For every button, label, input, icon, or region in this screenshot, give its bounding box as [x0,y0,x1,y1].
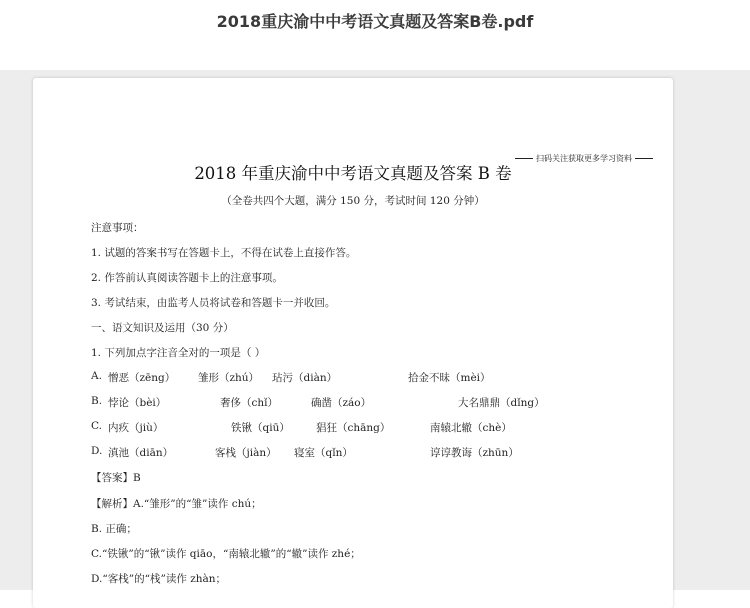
option-item: 滇池（diān） [108,447,174,459]
option-item: 南辕北辙（chè） [430,422,512,434]
notice-heading: 注意事项： [91,222,144,234]
option-label: B. [91,395,103,407]
analysis-line: 【解析】A.“雏形”的“雏”读作 chú； [91,498,262,510]
option-label: A. [91,370,102,382]
option-label: C. [91,420,102,432]
option-item: 玷污（diàn） [272,372,338,384]
answer-text: 【答案】B [91,472,141,484]
document-title: 2018 年重庆渝中中考语文真题及答案 B 卷 [194,164,512,183]
option-item: 铁锹（qiū） [231,422,290,434]
option-item: 拾金不昧（mèi） [408,372,491,384]
option-item: 谆谆教诲（zhūn） [430,447,519,459]
pdf-page [33,78,673,608]
option-label: D. [91,445,103,457]
option-item: 大名鼎鼎（dǐng） [458,397,545,409]
analysis-line: B. 正确； [91,523,137,535]
option-row-d [91,445,102,457]
option-item: 猖狂（chāng） [316,422,391,434]
analysis-line: D.“客栈”的“栈”读作 zhàn； [91,573,227,585]
option-row-a [91,370,102,382]
page-note-text: 扫码关注获取更多学习资料 [536,154,632,163]
option-item: 奢侈（chǐ） [220,397,279,409]
notice-item: 2. 作答前认真阅读答题卡上的注意事项。 [91,272,283,284]
question-text: 1. 下列加点字注音全对的一项是（ ） [91,347,266,359]
file-title: 2018重庆渝中中考语文真题及答案B卷.pdf [216,12,534,31]
option-item: 憎恶（zēng） [108,372,176,384]
option-item: 雏形（zhú） [198,372,260,384]
option-item: 内疚（jiù） [108,422,164,434]
notice-item: 1. 试题的答案书写在答题卡上，不得在试卷上直接作答。 [91,247,357,259]
analysis-line: C.“铁锹”的“锹”读作 qiāo，“南辕北辙”的“辙”读作 zhé； [91,548,361,560]
option-row-b [91,395,102,407]
option-row-c [91,420,102,432]
notice-item: 3. 考试结束，由监考人员将试卷和答题卡一并收回。 [91,297,336,309]
option-item: 寝室（qǐn） [294,447,353,459]
viewer-header [0,0,750,70]
option-item: 确凿（záo） [311,397,372,409]
document-subtitle: （全卷共四个大题，满分 150 分，考试时间 120 分钟） [221,195,485,207]
section-heading: 一、语文知识及运用（30 分） [91,322,234,334]
option-item: 客栈（jiàn） [215,447,277,459]
option-item: 悖论（bèi） [108,397,167,409]
